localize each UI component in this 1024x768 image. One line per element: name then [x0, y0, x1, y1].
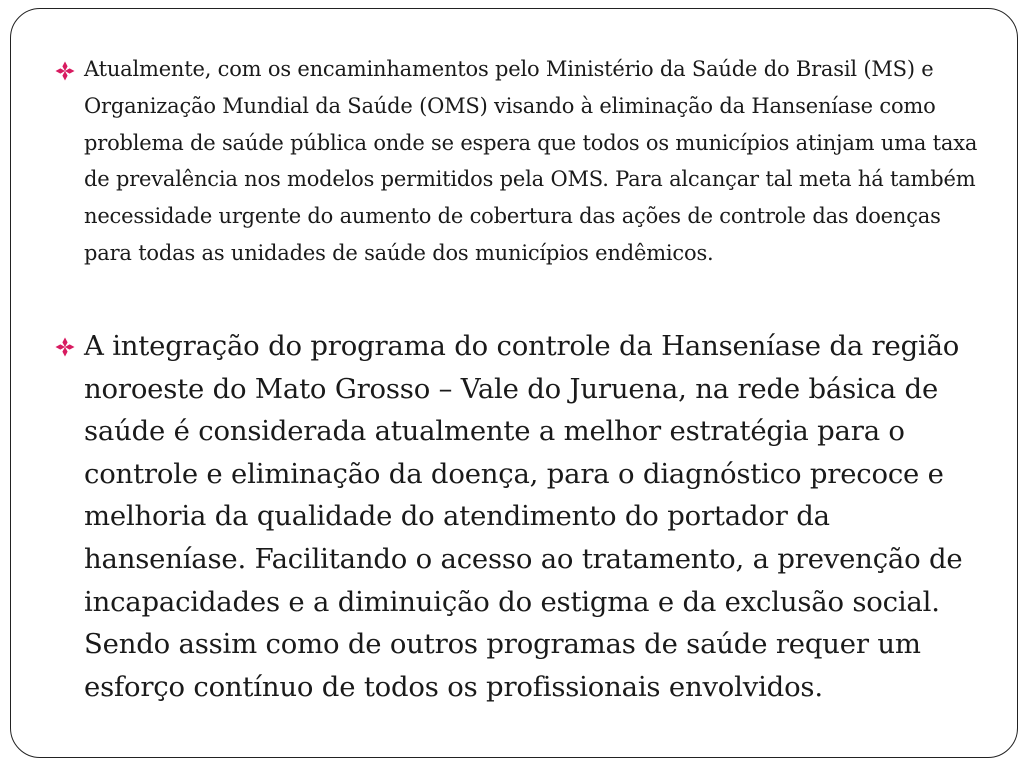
diamond-bullet-icon [55, 61, 75, 81]
bullet-paragraph-1 [55, 51, 985, 272]
slide-frame [10, 8, 1018, 758]
bullet-paragraph-2 [55, 325, 985, 708]
bullet-text-2: A integração do programa do controle da Hanseníase da região noroeste do Mato Grosso – Vale do Juruena, na rede básica de saúde é considerada atualmente a melhor estratégia para o controle e eliminação da doença, para o diagnóstico precoce e melhoria da qualidade do atendimento do portador da hanseníase. Facilitando o acesso ao tratamento, a prevenção de incapacidades e a diminuição do estigma e da exclusão social. Sendo assim como de outros programas de saúde requer um esforço contínuo de todos os profissionais envolvidos. [84, 330, 963, 703]
diamond-bullet-icon [55, 337, 75, 357]
bullet-text-1: Atualmente, com os encaminhamentos pelo Ministério da Saúde do Brasil (MS) e Organização Mundial da Saúde (OMS) visando à eliminação da Hanseníase como problema de saúde pública onde se espera que todos os municípios atinjam uma taxa de prevalência nos modelos permitidos pela OMS. Para alcançar tal meta há também necessidade urgente do aumento de cobertura das ações de controle das doenças para todas as unidades de saúde dos municípios endêmicos. [84, 57, 978, 265]
